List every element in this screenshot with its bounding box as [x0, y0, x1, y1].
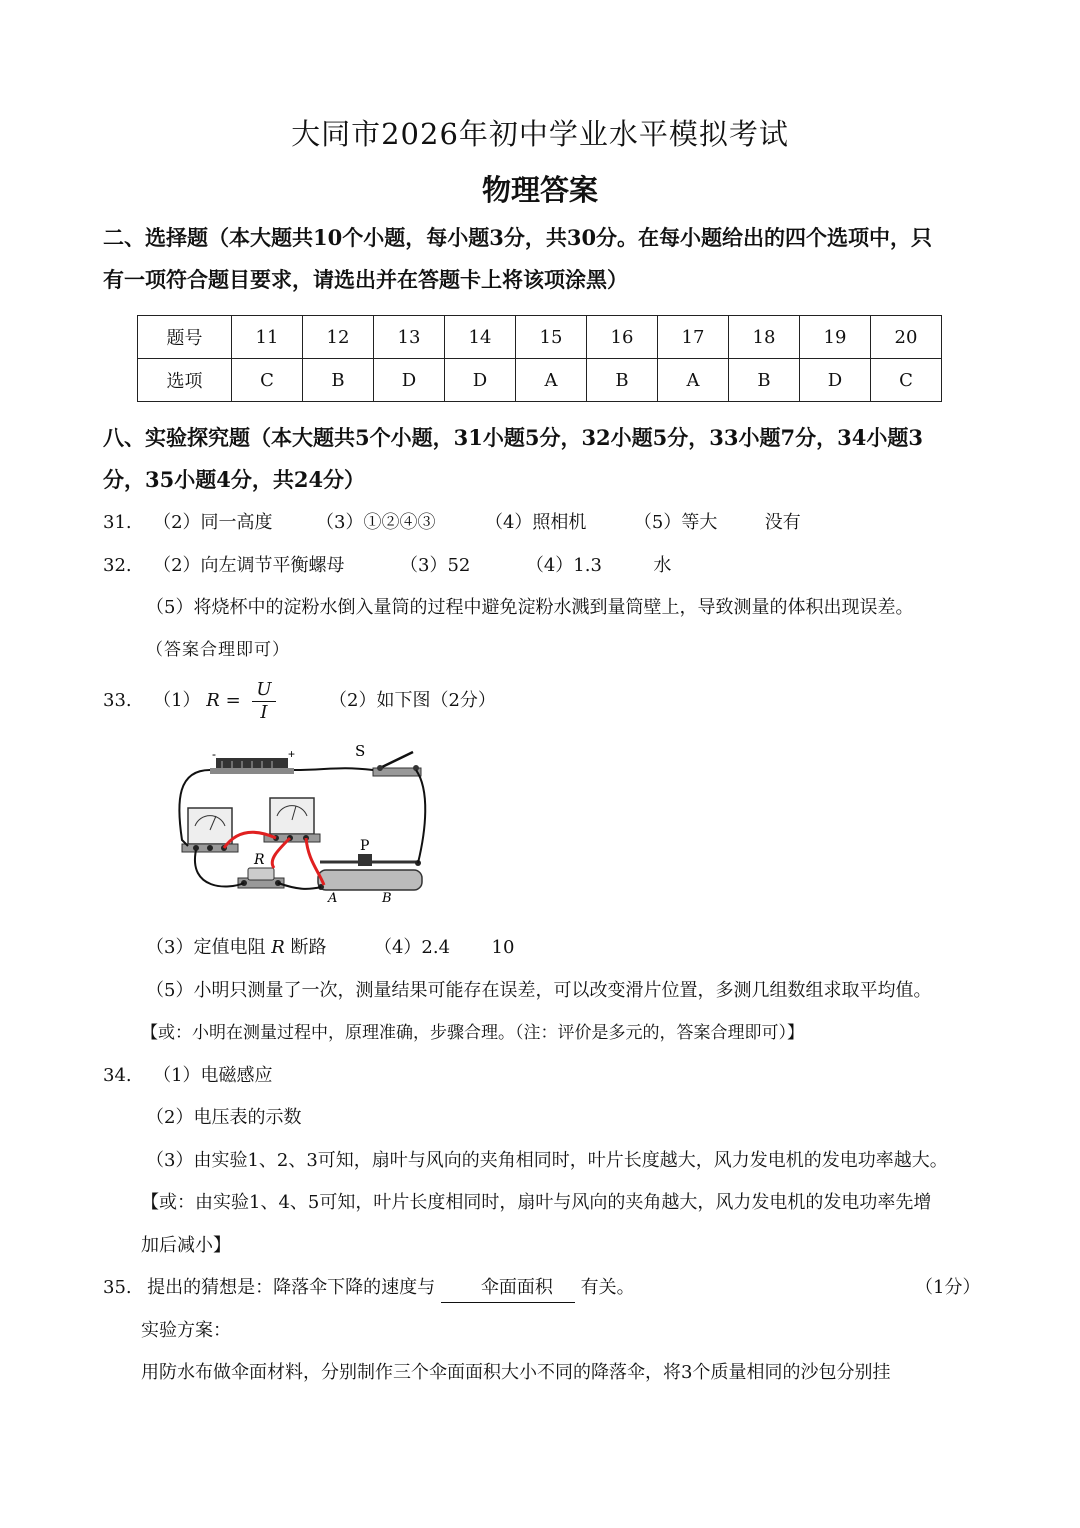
- question-number: 16: [587, 316, 658, 359]
- exam-title: 大同市2026年初中学业水平模拟考试: [291, 117, 789, 151]
- answer-choice: B: [303, 359, 374, 402]
- question-number: 13: [374, 316, 445, 359]
- q34-part1: （1）电磁感应: [153, 1065, 273, 1086]
- q35-score: （1分）: [915, 1277, 981, 1298]
- q32-part4-b: 水: [653, 555, 672, 576]
- q33-part5: （5）小明只测量了一次，测量结果可能存在误差，可以改变滑片位置，多测几组数组求取平均值。: [146, 980, 932, 1001]
- table-row: [138, 359, 942, 402]
- table-row: [138, 316, 942, 359]
- formula-denominator: I: [260, 701, 268, 723]
- resistor: [238, 852, 284, 888]
- minus-label: -: [212, 747, 216, 761]
- section2-line1: 二、选择题（本大题共10个小题，每小题3分，共30分。在每小题给出的四个选项中，只: [103, 225, 933, 250]
- terminal-b-label: B: [382, 891, 392, 906]
- q35-plan-text: 用防水布做伞面材料，分别制作三个伞面面积大小不同的降落伞，将3个质量相同的沙包分别挂: [141, 1362, 891, 1383]
- question-number: 11: [232, 316, 303, 359]
- q33-part4-b: 10: [491, 937, 515, 958]
- q32-part5: （5）将烧杯中的淀粉水倒入量筒的过程中避免淀粉水溅到量筒壁上，导致测量的体积出现误差。: [146, 597, 914, 618]
- battery: [210, 747, 295, 774]
- q33-number: 33.: [103, 690, 132, 711]
- q35-suffix: 有关。: [580, 1277, 635, 1298]
- q32-part4: （4）1.3: [525, 555, 602, 576]
- q31-number: 31.: [103, 512, 132, 533]
- section2-line2: 有一项符合题目要求，请选出并在答题卡上将该项涂黑）: [103, 267, 628, 292]
- plus-label: +: [288, 747, 296, 761]
- question-number: 18: [729, 316, 800, 359]
- section8-line1: 八、实验探究题（本大题共5个小题，31小题5分，32小题5分，33小题7分，34小题3: [103, 425, 923, 450]
- resistor-label: R: [254, 852, 265, 868]
- section2-heading: [103, 217, 983, 301]
- q32-note: （答案合理即可）: [146, 640, 290, 660]
- q35-prefix: 提出的猜想是：降落伞下降的速度与: [147, 1277, 436, 1298]
- formula-fraction: [252, 679, 275, 724]
- answer-choice: D: [800, 359, 871, 402]
- q33-part3-line: [146, 934, 514, 962]
- q32-number: 32.: [103, 555, 132, 576]
- answer-choice: B: [587, 359, 658, 402]
- q33-part4: （4）2.4: [373, 937, 451, 958]
- answer-choice: A: [516, 359, 587, 402]
- answer-table: [137, 315, 942, 402]
- q32-line: [103, 552, 671, 580]
- question-number: 15: [516, 316, 587, 359]
- q31-part5-b: 没有: [764, 512, 801, 533]
- row-label: 题号: [138, 316, 232, 359]
- question-number: 19: [800, 316, 871, 359]
- q34-line: [103, 1062, 273, 1090]
- section8-heading: [103, 417, 983, 501]
- q33-part3-rest: 断路: [290, 937, 327, 958]
- row-label: 选项: [138, 359, 232, 402]
- answer-choice: A: [658, 359, 729, 402]
- q35-plan-label: 实验方案：: [141, 1320, 231, 1341]
- switch: [355, 742, 421, 776]
- q34-alt1: 【或：由实验1、4、5可知，叶片长度相同时，扇叶与风向的夹角越大，风力发电机的发电功率先增: [141, 1192, 932, 1213]
- question-number: 17: [658, 316, 729, 359]
- q32-part3: （3）52: [400, 555, 471, 576]
- q33-line: [103, 674, 496, 728]
- voltmeter: [182, 808, 238, 852]
- q33-part3-r: R: [271, 937, 285, 958]
- q31-part2: （2）同一高度: [153, 512, 273, 533]
- q34-part3: （3）由实验1、2、3可知，扇叶与风向的夹角相同时，叶片长度越大，风力发电机的发电功率越大。: [146, 1150, 948, 1171]
- question-number: 12: [303, 316, 374, 359]
- q34-part2: （2）电压表的示数: [146, 1107, 302, 1128]
- q34-alt2: 加后减小】: [141, 1235, 231, 1256]
- question-number: 14: [445, 316, 516, 359]
- q31-part5: （5）等大: [633, 512, 718, 533]
- answer-choice: D: [374, 359, 445, 402]
- question-number: 20: [871, 316, 942, 359]
- q35-blank-answer: 伞面面积: [441, 1274, 575, 1303]
- exam-subtitle: 物理答案: [481, 173, 598, 207]
- q34-number: 34.: [103, 1065, 132, 1086]
- q35-number: 35.: [103, 1277, 132, 1298]
- q31-line: [103, 509, 801, 537]
- switch-label: S: [355, 742, 366, 760]
- answer-choice: D: [445, 359, 516, 402]
- q31-part4: （4）照相机: [484, 512, 587, 533]
- formula-numerator: U: [252, 679, 275, 702]
- q33-alt: 【或：小明在测量过程中，原理准确，步骤合理。（注：评价是多元的，答案合理即可）】: [141, 1023, 804, 1043]
- answer-choice: B: [729, 359, 800, 402]
- q31-part3: （3）①②④③: [316, 512, 436, 533]
- rheostat: [318, 838, 422, 906]
- circuit-diagram: [168, 740, 438, 910]
- q32-part2: （2）向左调节平衡螺母: [153, 555, 345, 576]
- slider-label: P: [360, 838, 370, 854]
- q33-part2: （2）如下图（2分）: [329, 690, 496, 711]
- q35-line: [103, 1274, 635, 1303]
- q33-part1: （1）: [153, 690, 201, 711]
- answer-choice: C: [871, 359, 942, 402]
- formula-lhs: R =: [206, 690, 241, 711]
- section8-line2: 分，35小题4分，共24分）: [103, 467, 366, 492]
- answer-choice: C: [232, 359, 303, 402]
- terminal-a-label: A: [328, 891, 338, 906]
- q33-part3: （3）定值电阻: [146, 937, 266, 958]
